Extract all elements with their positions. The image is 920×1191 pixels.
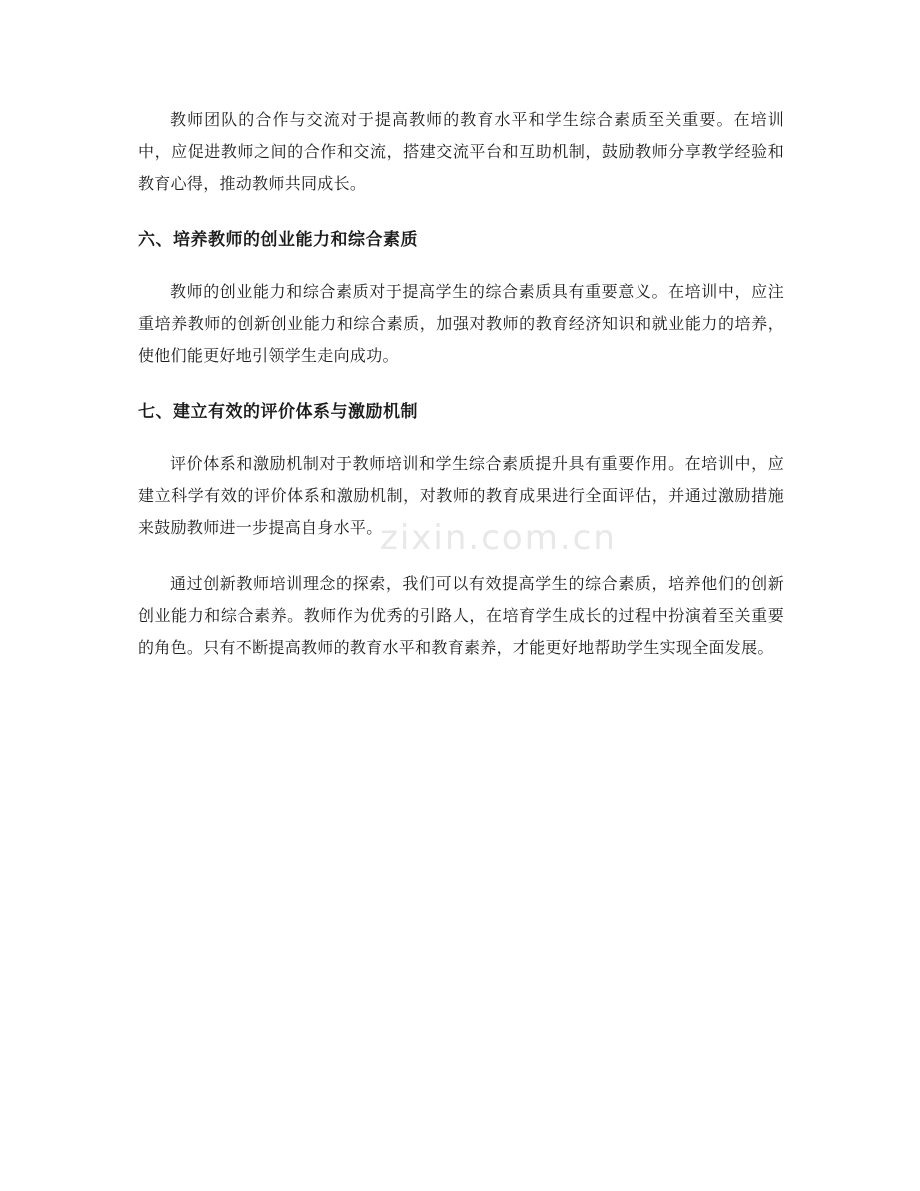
paragraph-section-7: 评价体系和激励机制对于教师培训和学生综合素质提升具有重要作用。在培训中，应建立科学有效的评价体系和激励机制，对教师的教育成果进行全面评估，并通过激励措施来鼓励教师进一步提高自身水平。: [138, 454, 784, 537]
watermark: zixin.com.cn: [380, 518, 617, 558]
section-heading-6: 六、培养教师的创业能力和综合素质: [138, 230, 418, 250]
paragraph-conclusion: 通过创新教师培训理念的探索，我们可以有效提高学生的综合素质，培养他们的创新创业能力和综合素养。教师作为优秀的引路人，在培育学生成长的过程中扮演着至关重要的角色。只有不断提高教师的教育水平和教育素养，才能更好地帮助学生实现全面发展。: [138, 574, 784, 657]
paragraph-teacher-collaboration: 教师团队的合作与交流对于提高教师的教育水平和学生综合素质至关重要。在培训中，应促进教师之间的合作和交流，搭建交流平台和互助机制，鼓励教师分享教学经验和教育心得，推动教师共同成长。: [138, 110, 784, 193]
document-body: [138, 104, 784, 688]
section-heading-7: 七、建立有效的评价体系与激励机制: [138, 402, 418, 422]
paragraph-section-6: 教师的创业能力和综合素质对于提高学生的综合素质具有重要意义。在培训中，应注重培养教师的创新创业能力和综合素质，加强对教师的教育经济知识和就业能力的培养，使他们能更好地引领学生走向成功。: [138, 282, 784, 365]
